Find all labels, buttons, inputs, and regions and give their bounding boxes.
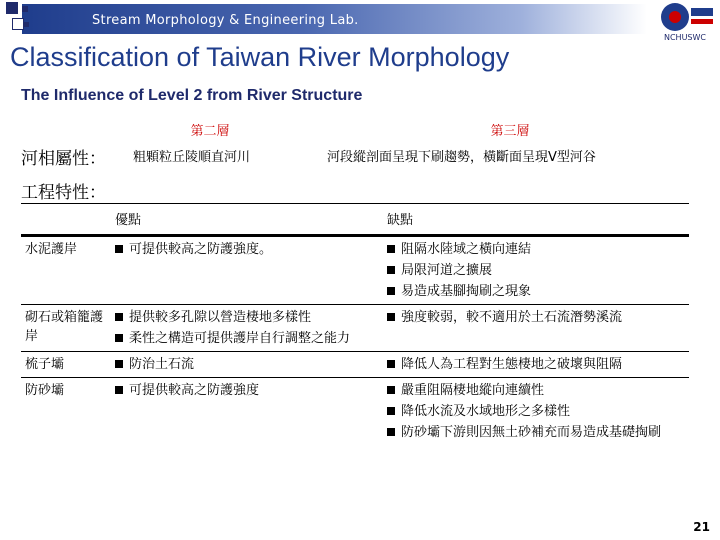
advantage-list (115, 239, 375, 260)
table-row (21, 305, 689, 352)
advantage-item: 可提供較高之防護強度。 (115, 239, 375, 260)
advantage-item: 防治土石流 (115, 354, 375, 375)
row-type: 水泥護岸 (25, 242, 78, 257)
advantage-list (115, 380, 375, 401)
advantage-cell (109, 352, 381, 378)
disadvantage-item: 強度較弱，較不適用於土石流潛勢溪流 (387, 307, 683, 328)
disadvantage-item: 易造成基腳掏刷之現象 (387, 281, 683, 302)
river-attribute-label: 河相屬性： (21, 149, 106, 169)
disadvantage-cell (381, 352, 689, 378)
table-header-row (21, 204, 689, 236)
disadvantage-item: 防砂壩下游則因無土砂補充而易造成基礎掏刷 (387, 422, 683, 443)
disadvantage-cell (381, 378, 689, 446)
advantage-item: 柔性之構造可提供護岸自行調整之能力 (115, 328, 375, 349)
advantage-cell (109, 236, 381, 305)
engineering-table (21, 203, 689, 445)
disadvantage-item: 嚴重阻隔棲地縱向連續性 (387, 380, 683, 401)
advantage-cell (109, 378, 381, 446)
page-subtitle: The Influence of Level 2 from River Structure (21, 87, 363, 104)
disadvantage-list (387, 239, 683, 302)
page-number: 21 (693, 520, 710, 534)
disadvantage-list (387, 354, 683, 375)
disadvantage-cell (381, 236, 689, 305)
advantage-item: 提供較多孔隙以營造棲地多樣性 (115, 307, 375, 328)
disadvantage-list (387, 307, 683, 328)
engineering-label: 工程特性： (21, 183, 106, 203)
level3-heading: 第三層 (490, 124, 530, 139)
row-type: 梳子壩 (25, 357, 65, 372)
advantage-cell (109, 305, 381, 352)
advantage-list (115, 354, 375, 375)
table-row (21, 352, 689, 378)
header-band (22, 4, 647, 34)
advantage-list (115, 307, 375, 349)
logo-caption: NCHUSWC (663, 33, 706, 42)
table-body (21, 236, 689, 446)
page-title: Classification of Taiwan River Morphology (10, 42, 510, 72)
disadvantage-list (387, 380, 683, 443)
disadvantage-item: 阻隔水陸域之橫向連結 (387, 239, 683, 260)
header-type (21, 204, 109, 236)
level2-heading: 第二層 (190, 124, 230, 139)
disadvantage-item: 局限河道之擴展 (387, 260, 683, 281)
level3-text: 河段縱剖面呈現下刷趨勢，橫斷面呈現V型河谷 (327, 150, 596, 165)
row-type: 砌石或箱籠護岸 (25, 310, 104, 344)
level2-text: 粗顆粒丘陵順直河川 (133, 150, 251, 165)
disadvantage-item: 降低水流及水域地形之多樣性 (387, 401, 683, 422)
table-row (21, 236, 689, 305)
table-row (21, 378, 689, 446)
row-type: 防砂壩 (25, 383, 65, 398)
advantage-item: 可提供較高之防護強度 (115, 380, 375, 401)
header-disadvantages: 缺點 (387, 213, 414, 228)
disadvantage-cell (381, 305, 689, 352)
lab-name: Stream Morphology & Engineering Lab. (92, 13, 359, 28)
disadvantage-item: 降低人為工程對生態棲地之破壞與阻隔 (387, 354, 683, 375)
header-advantages: 優點 (115, 213, 142, 228)
